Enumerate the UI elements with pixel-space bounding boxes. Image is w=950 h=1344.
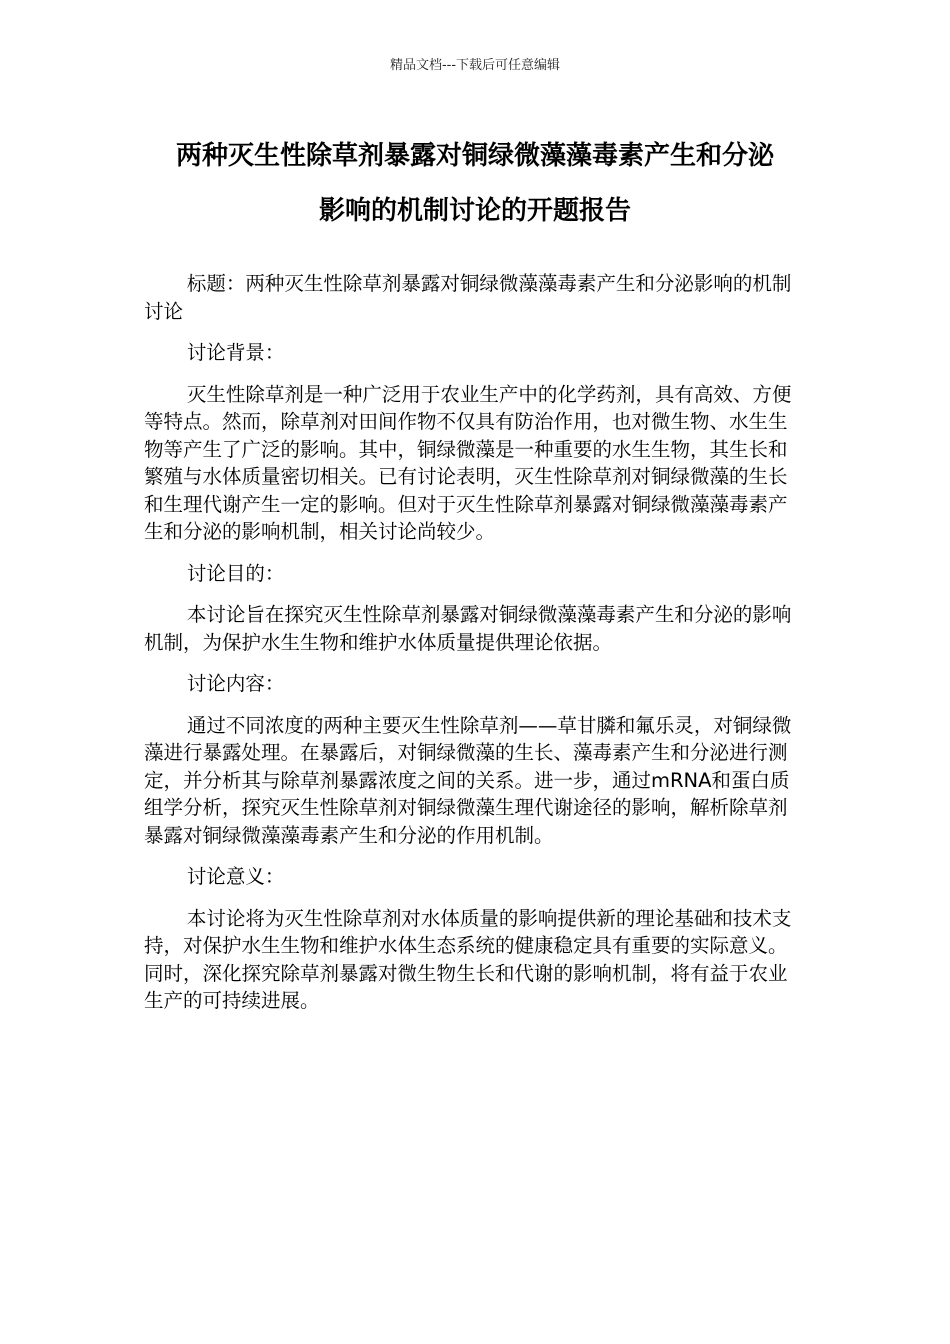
heading-background: 讨论背景： <box>186 341 285 364</box>
heading-content: 讨论内容： <box>186 672 285 695</box>
paragraph-significance: 本讨论将为灭生性除草剂对水体质量的影响提供新的理论基础和技术支持，对保护水生生物和维护水体生态系统的健康稳定具有重要的实际意义。同时，深化探究除草剂暴露对微生物生长和代谢的影响机制，将有益于农业生产的可持续进展。 <box>144 906 792 1012</box>
document-title-line-1: 两种灭生性除草剂暴露对铜绿微藻藻毒素产生和分泌 <box>175 141 774 171</box>
document-body <box>144 270 796 1029</box>
paragraph-purpose: 本讨论旨在探究灭生性除草剂暴露对铜绿微藻藻毒素产生和分泌的影响机制，为保护水生生物和维护水体质量提供理论依据。 <box>144 603 792 654</box>
paragraph-background: 灭生性除草剂是一种广泛用于农业生产中的化学药剂，具有高效、方便等特点。然而，除草剂对田间作物不仅具有防治作用，也对微生物、水生生物等产生了广泛的影响。其中，铜绿微藻是一种重要的水生生物，其生长和繁殖与水体质量密切相关。已有讨论表明，灭生性除草剂对铜绿微藻的生长和生理代谢产生一定的影响。但对于灭生性除草剂暴露对铜绿微藻藻毒素产生和分泌的影响机制，相关讨论尚较少。 <box>144 382 792 543</box>
heading-significance: 讨论意义： <box>186 865 285 888</box>
paragraph-content: 通过不同浓度的两种主要灭生性除草剂——草甘膦和氟乐灵，对铜绿微藻进行暴露处理。在暴露后，对铜绿微藻的生长、藻毒素产生和分泌进行测定，并分析其与除草剂暴露浓度之间的关系。进一步，通过mRNA和蛋白质组学分析，探究灭生性除草剂对铜绿微藻生理代谢途径的影响，解析除草剂暴露对铜绿微藻藻毒素产生和分泌的作用机制。 <box>144 713 792 847</box>
document-title-line-2: 影响的机制讨论的开题报告 <box>318 196 631 226</box>
header-note: 精品文档---下载后可任意编辑 <box>389 58 561 73</box>
heading-purpose: 讨论目的： <box>186 561 285 585</box>
paragraph-title: 标题：两种灭生性除草剂暴露对铜绿微藻藻毒素产生和分泌影响的机制讨论 <box>144 272 792 323</box>
